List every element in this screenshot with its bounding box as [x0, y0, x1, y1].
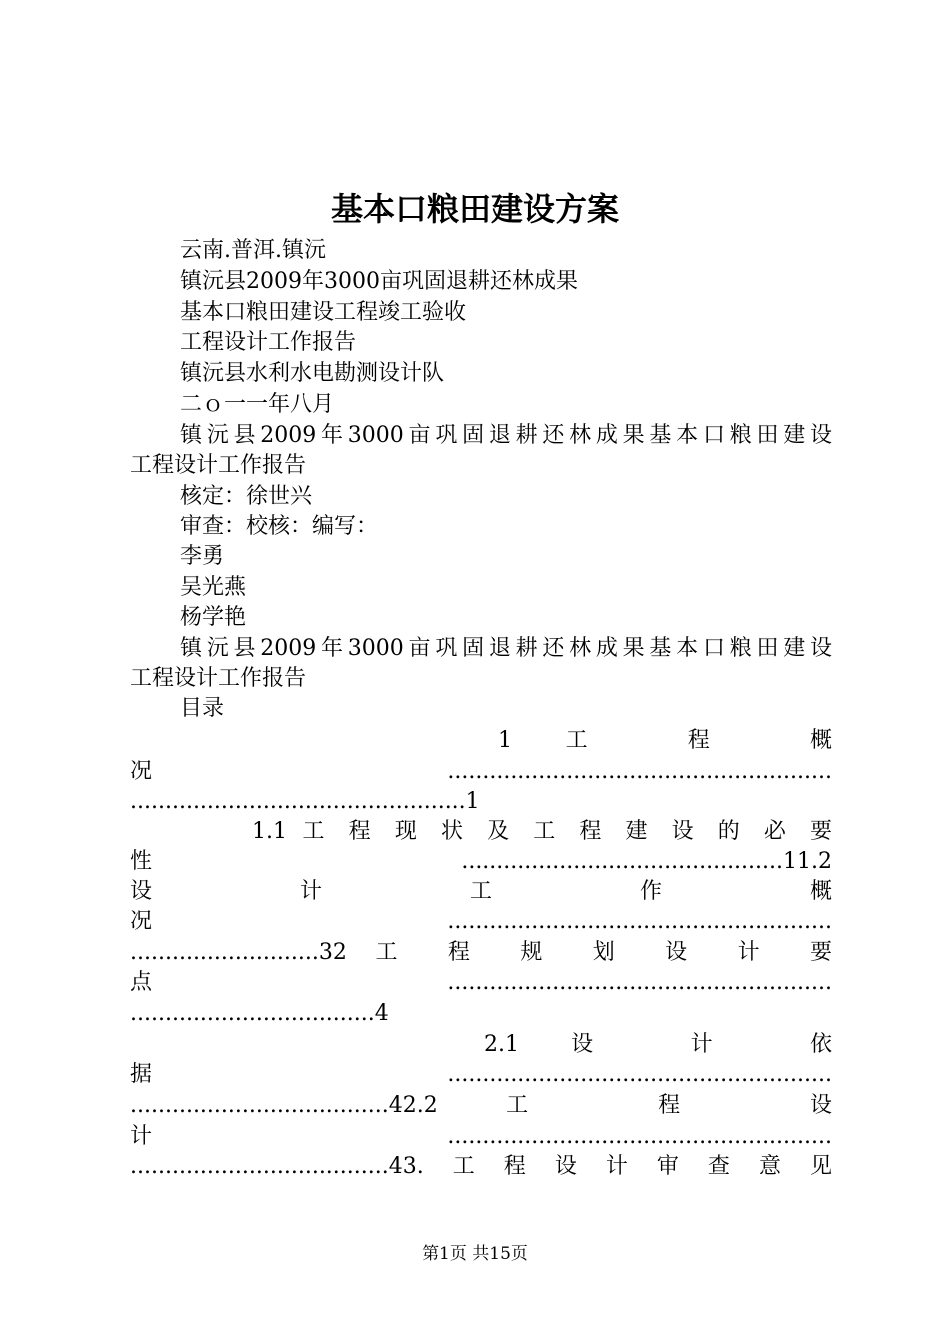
- text-line: 云南.普洱.镇沅: [180, 238, 326, 263]
- toc-line: 况.......................................................: [130, 909, 832, 934]
- document-title: 基本口粮田建设方案: [330, 190, 619, 228]
- page-footer: 第1页 共15页: [422, 1244, 528, 1264]
- toc-line: 点.......................................................: [130, 970, 832, 995]
- text-line: 李勇: [180, 544, 225, 569]
- text-line: 核定：徐世兴: [180, 484, 313, 509]
- toc-line: 设 计 工 作 概: [130, 879, 832, 904]
- toc-line: 性..............................................11.2: [130, 849, 832, 874]
- text-line: 工程设计工作报告: [130, 666, 307, 691]
- toc-line: 计.......................................................: [130, 1124, 832, 1149]
- toc-line: 1 工 程 概: [498, 728, 832, 753]
- toc-line: .....................................43.工程设计审查意见: [130, 1154, 832, 1179]
- text-line: 工程设计工作报告: [130, 453, 307, 478]
- toc-line: 1.1 工 程 现 状 及 工 程 建 设 的 必 要: [252, 819, 832, 844]
- toc-line: 据.......................................................: [130, 1062, 832, 1087]
- text-line: 基本口粮田建设工程竣工验收: [180, 300, 467, 325]
- toc-line: ................................................1: [130, 789, 480, 814]
- toc-line: ...................................4: [130, 1001, 389, 1026]
- text-line: 镇沅县水利水电勘测设计队: [180, 361, 445, 386]
- toc-line: ...........................32 工 程 规 划 设 计 要: [130, 940, 832, 965]
- text-line: 镇沅县2009年3000亩巩固退耕还林成果基本口粮田建设: [180, 636, 832, 661]
- text-line: 镇沅县2009年3000亩巩固退耕还林成果基本口粮田建设: [180, 423, 832, 448]
- text-line: 吴光燕: [180, 575, 247, 600]
- text-line: 杨学艳: [180, 605, 247, 630]
- text-line: 审查：校核：编写：: [180, 514, 379, 539]
- toc-heading: 目录: [180, 696, 225, 721]
- toc-line: .....................................42.2 工 程 设: [130, 1093, 832, 1118]
- text-line: 二ｏ一一年八月: [180, 392, 335, 417]
- text-line: 镇沅县2009年3000亩巩固退耕还林成果: [180, 269, 578, 294]
- toc-line: 2.1 设 计 依: [484, 1032, 832, 1057]
- toc-line: 况.......................................................: [130, 759, 832, 784]
- text-line: 工程设计工作报告: [180, 330, 357, 355]
